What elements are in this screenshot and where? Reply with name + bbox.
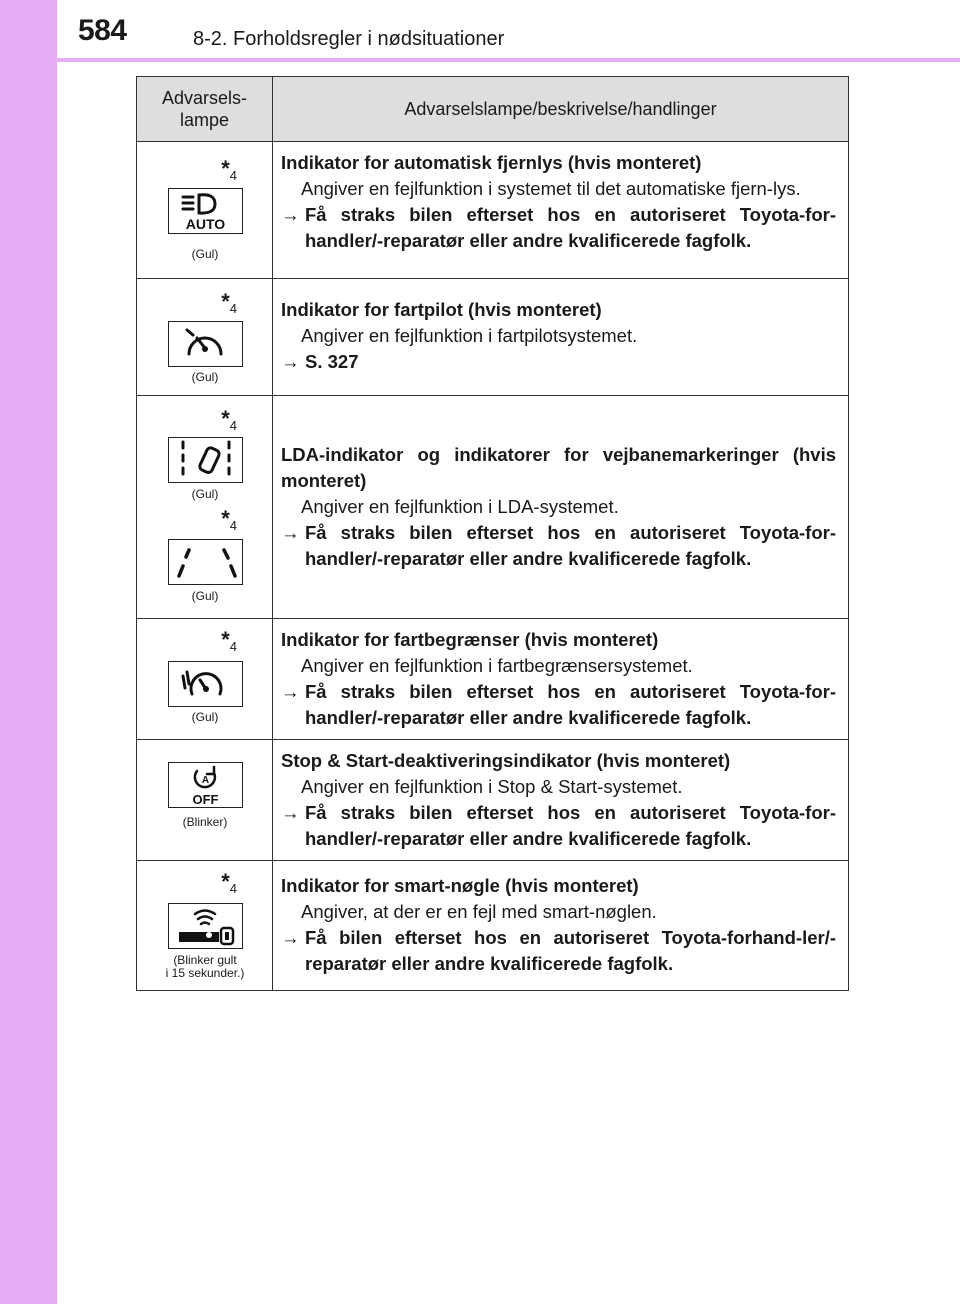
- indicator-description: Angiver, at der er en fejl med smart-nøglen.: [301, 901, 657, 922]
- lamp-cell: [137, 861, 273, 991]
- lane-departure-icon: [168, 437, 243, 483]
- footnote-mark: $*_4$: [221, 506, 237, 533]
- svg-text:OFF: OFF: [192, 792, 219, 807]
- indicator-action: → Få straks bilen efterset hos en autoriseret Toyota-for-handler/-reparatør eller andre kvalificerede fagfolk.: [281, 681, 836, 728]
- lamp-color-caption: (Gul): [191, 487, 219, 501]
- svg-text:A: A: [201, 775, 210, 786]
- indicator-title: Indikator for smart-nøgle (hvis monteret): [281, 875, 639, 896]
- indicator-action: → Få straks bilen efterset hos en autoriseret Toyota-for-handler/-reparatør eller andre kvalificerede fagfolk.: [281, 802, 836, 849]
- auto-high-beam-icon: [168, 188, 243, 234]
- arrow-icon: →: [281, 927, 300, 948]
- page-number: 584: [78, 14, 127, 47]
- footnote-mark: $*_4$: [221, 406, 237, 433]
- footnote-mark: $*_4$: [221, 627, 237, 654]
- table-row: [137, 142, 849, 279]
- warning-lamp-table: [136, 76, 849, 991]
- lamp-cell: [137, 142, 273, 279]
- cruise-control-icon: [168, 321, 243, 367]
- footnote-mark: $*_4$: [221, 289, 237, 316]
- table-row: [137, 740, 849, 861]
- table-header-row: [137, 77, 849, 142]
- indicator-title: LDA-indikator og indikatorer for vejbanemarkeringer (hvis monteret): [281, 444, 836, 491]
- arrow-icon: →: [281, 522, 300, 543]
- description-cell: [273, 861, 849, 991]
- description-cell: [273, 396, 849, 619]
- indicator-description: Angiver en fejlfunktion i fartbegrænsersystemet.: [301, 655, 693, 676]
- indicator-title: Indikator for automatisk fjernlys (hvis monteret): [281, 152, 702, 173]
- lane-markings-icon: [168, 539, 243, 585]
- svg-text:AUTO: AUTO: [185, 216, 226, 232]
- footnote-mark: $*_4$: [221, 156, 237, 183]
- indicator-description: Angiver en fejlfunktion i systemet til det automatiske fjern-lys.: [301, 178, 801, 199]
- lamp-color-caption: (Gul): [191, 370, 219, 384]
- indicator-description: Angiver en fejlfunktion i fartpilotsystemet.: [301, 325, 638, 346]
- table-row: [137, 861, 849, 991]
- indicator-description: Angiver en fejlfunktion i Stop & Start-systemet.: [301, 776, 683, 797]
- lamp-color-caption: (Gul): [191, 247, 219, 261]
- lamp-color-caption: (Gul): [191, 589, 219, 603]
- arrow-icon: →: [281, 204, 300, 225]
- lamp-color-caption: (Blinker): [182, 815, 228, 829]
- description-cell: [273, 740, 849, 861]
- indicator-title: Indikator for fartbegrænser (hvis monteret): [281, 629, 659, 650]
- table-row: [137, 396, 849, 619]
- indicator-action: → Få bilen efterset hos en autoriseret Toyota-forhand-ler/-reparatør eller andre kvalificerede fagfolk.: [281, 927, 836, 974]
- section-title: 8-2. Forholdsregler i nødsituationer: [193, 28, 505, 50]
- side-tab-stripe: [0, 0, 57, 1304]
- speed-limiter-icon: [168, 661, 243, 707]
- table-row: [137, 619, 849, 740]
- lamp-cell: [137, 279, 273, 396]
- indicator-action: → S. 327: [281, 349, 836, 375]
- lamp-color-caption: (Gul): [191, 710, 219, 724]
- column-header-description: Advarselslampe/beskrivelse/handlinger: [273, 77, 849, 142]
- arrow-icon: →: [281, 681, 300, 702]
- footnote-mark: $*_4$: [221, 869, 237, 896]
- table-row: [137, 279, 849, 396]
- indicator-description: Angiver en fejlfunktion i LDA-systemet.: [301, 496, 619, 517]
- description-cell: [273, 279, 849, 396]
- stop-start-off-icon: [168, 762, 243, 808]
- indicator-action: → Få straks bilen efterset hos en autoriseret Toyota-for-handler/-reparatør eller andre kvalificerede fagfolk.: [281, 204, 836, 251]
- smart-key-icon: [168, 903, 243, 949]
- arrow-icon: →: [281, 802, 300, 823]
- description-cell: [273, 619, 849, 740]
- indicator-action: → Få straks bilen efterset hos en autoriseret Toyota-for-handler/-reparatør eller andre kvalificerede fagfolk.: [281, 522, 836, 569]
- lamp-cell: [137, 619, 273, 740]
- lamp-color-caption: (Blinker gult i 15 sekunder.): [165, 953, 245, 980]
- indicator-title: Indikator for fartpilot (hvis monteret): [281, 299, 602, 320]
- column-header-lamp: Advarsels- lampe: [137, 77, 273, 142]
- arrow-icon: →: [281, 351, 300, 372]
- header-divider: [57, 58, 960, 62]
- lamp-cell: [137, 396, 273, 619]
- lamp-cell: [137, 740, 273, 861]
- indicator-title: Stop & Start-deaktiveringsindikator (hvis monteret): [281, 750, 731, 771]
- description-cell: [273, 142, 849, 279]
